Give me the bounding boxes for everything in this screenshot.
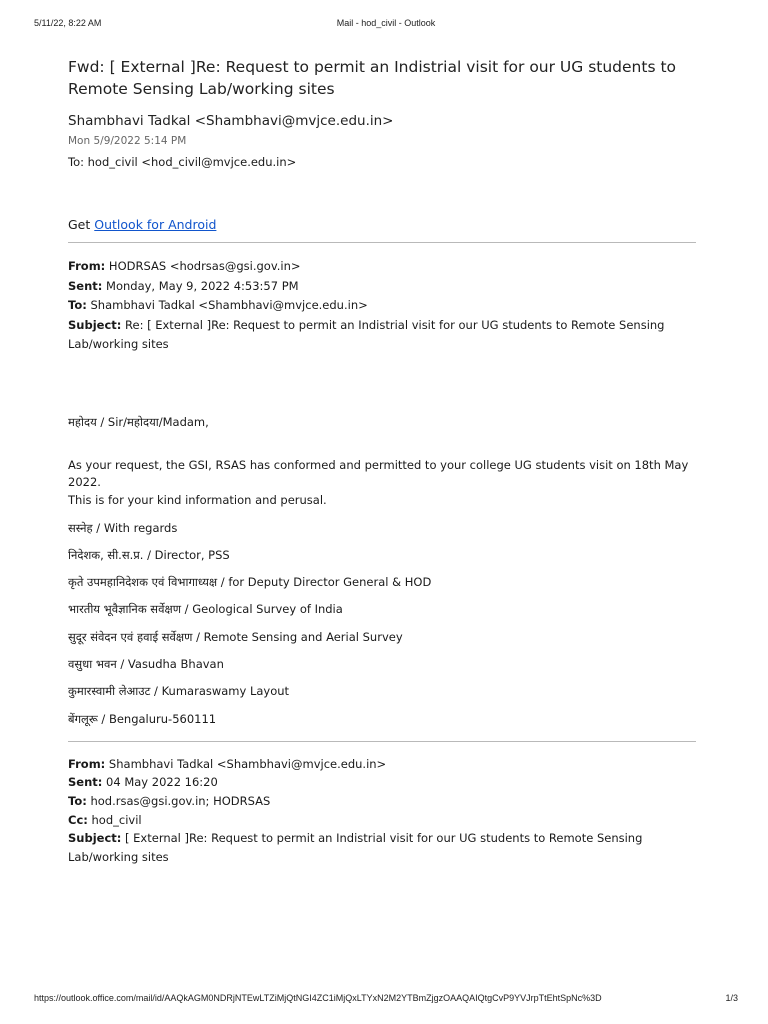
fwd2-to bbox=[68, 792, 696, 811]
fwd1-from-label: From: bbox=[68, 259, 106, 273]
fwd2-cc bbox=[68, 811, 696, 830]
print-title: Mail - hod_civil - Outlook bbox=[336, 18, 436, 28]
fwd1-subject bbox=[68, 316, 696, 355]
body-paragraph-2: This is for your kind information and perusal. bbox=[68, 492, 327, 507]
signature-line: सस्नेह / With regards bbox=[68, 520, 178, 535]
signature-line: निदेशक, सी.स.प्र. / Director, PSS bbox=[68, 547, 230, 562]
signature-line: वसुधा भवन / Vasudha Bhavan bbox=[68, 656, 224, 671]
forwarded-header-2 bbox=[68, 755, 696, 867]
body-paragraph: As your request, the GSI, RSAS has conformed and permitted to your college UG students visit on 18th May 2022. bbox=[68, 457, 689, 489]
signature-line: बेंगलूरू / Bengaluru-560111 bbox=[68, 711, 217, 726]
print-header bbox=[34, 18, 738, 32]
print-page-number: 1/3 bbox=[725, 993, 738, 1003]
fwd2-to-label: To: bbox=[68, 794, 87, 809]
body-greeting: महोदय / Sir/महोदया/Madam, bbox=[68, 414, 209, 429]
fwd2-from-value: Shambhavi Tadkal <Shambhavi@mvjce.edu.in> bbox=[105, 756, 387, 771]
get-outlook-line bbox=[68, 216, 696, 234]
fwd2-subject-value: [ External ]Re: Request to permit an Indistrial visit for our UG students to Remote Sensing Lab/working sites bbox=[68, 831, 643, 864]
outlook-for-android-link[interactable]: Outlook for Android bbox=[94, 217, 217, 232]
signature-line: कुमारस्वामी लेआउट / Kumaraswamy Layout bbox=[68, 684, 290, 699]
fwd2-to-value: hod.rsas@gsi.gov.in; HODRSAS bbox=[86, 794, 271, 809]
fwd2-subject bbox=[68, 829, 696, 866]
fwd2-cc-label: Cc: bbox=[68, 812, 88, 827]
fwd1-sent-label: Sent: bbox=[68, 278, 103, 293]
separator bbox=[68, 741, 696, 742]
fwd2-cc-value: hod_civil bbox=[87, 812, 142, 827]
fwd1-from-value: HODRSAS <hodrsas@gsi.gov.in> bbox=[105, 259, 301, 273]
signature-line: सुदूर संवेदन एवं हवाई सर्वेक्षण / Remote Sensing and Aerial Survey bbox=[68, 629, 403, 644]
fwd2-from bbox=[68, 755, 696, 774]
fwd1-from bbox=[68, 257, 696, 277]
print-url: https://outlook.office.com/mail/id/AAQkAGM0NDRjNTEwLTZiMjQtNGI4ZC1iMjQxLTYxN2M2YTBmZjgzOAAQAIQtgCvP9YVJrpTtEhtSpNc%3D bbox=[34, 993, 602, 1003]
email-datetime: Mon 5/9/2022 5:14 PM bbox=[68, 135, 187, 147]
email-message bbox=[68, 56, 696, 866]
fwd1-sent-value: Monday, May 9, 2022 4:53:57 PM bbox=[102, 278, 299, 293]
fwd1-to-value: Shambhavi Tadkal <Shambhavi@mvjce.edu.in> bbox=[86, 298, 368, 312]
fwd1-sent bbox=[68, 277, 696, 297]
fwd2-from-label: From: bbox=[68, 756, 106, 771]
fwd2-subject-label: Subject: bbox=[68, 831, 122, 846]
fwd2-sent-label: Sent: bbox=[68, 775, 103, 790]
signature-block bbox=[68, 515, 696, 733]
signature-line: भारतीय भूवैज्ञानिक सर्वेक्षण / Geological Survey of India bbox=[68, 602, 343, 617]
email-sender[interactable]: Shambhavi Tadkal <Shambhavi@mvjce.edu.in> bbox=[68, 113, 394, 129]
fwd1-subject-label: Subject: bbox=[68, 317, 122, 332]
get-prefix: Get bbox=[68, 217, 95, 232]
email-subject: Fwd: [ External ]Re: Request to permit an Indistrial visit for our UG students to Remote Sensing Lab/working sites bbox=[68, 58, 677, 98]
separator bbox=[68, 242, 696, 243]
fwd1-to bbox=[68, 296, 696, 316]
email-recipients: To: hod_civil <hod_civil@mvjce.edu.in> bbox=[68, 155, 297, 169]
fwd2-sent bbox=[68, 773, 696, 792]
print-datetime: 5/11/22, 8:22 AM bbox=[34, 18, 102, 28]
fwd2-sent-value: 04 May 2022 16:20 bbox=[102, 775, 218, 790]
fwd1-subject-value: Re: [ External ]Re: Request to permit an Indistrial visit for our UG students to Remote Sensing Lab/working sites bbox=[68, 317, 665, 351]
forwarded-header-1 bbox=[68, 257, 696, 355]
signature-line: कृते उपमहानिदेशक एवं विभागाध्यक्ष / for Deputy Director General & HOD bbox=[68, 575, 432, 590]
print-footer bbox=[34, 993, 738, 1007]
fwd1-to-label: To: bbox=[68, 298, 87, 312]
